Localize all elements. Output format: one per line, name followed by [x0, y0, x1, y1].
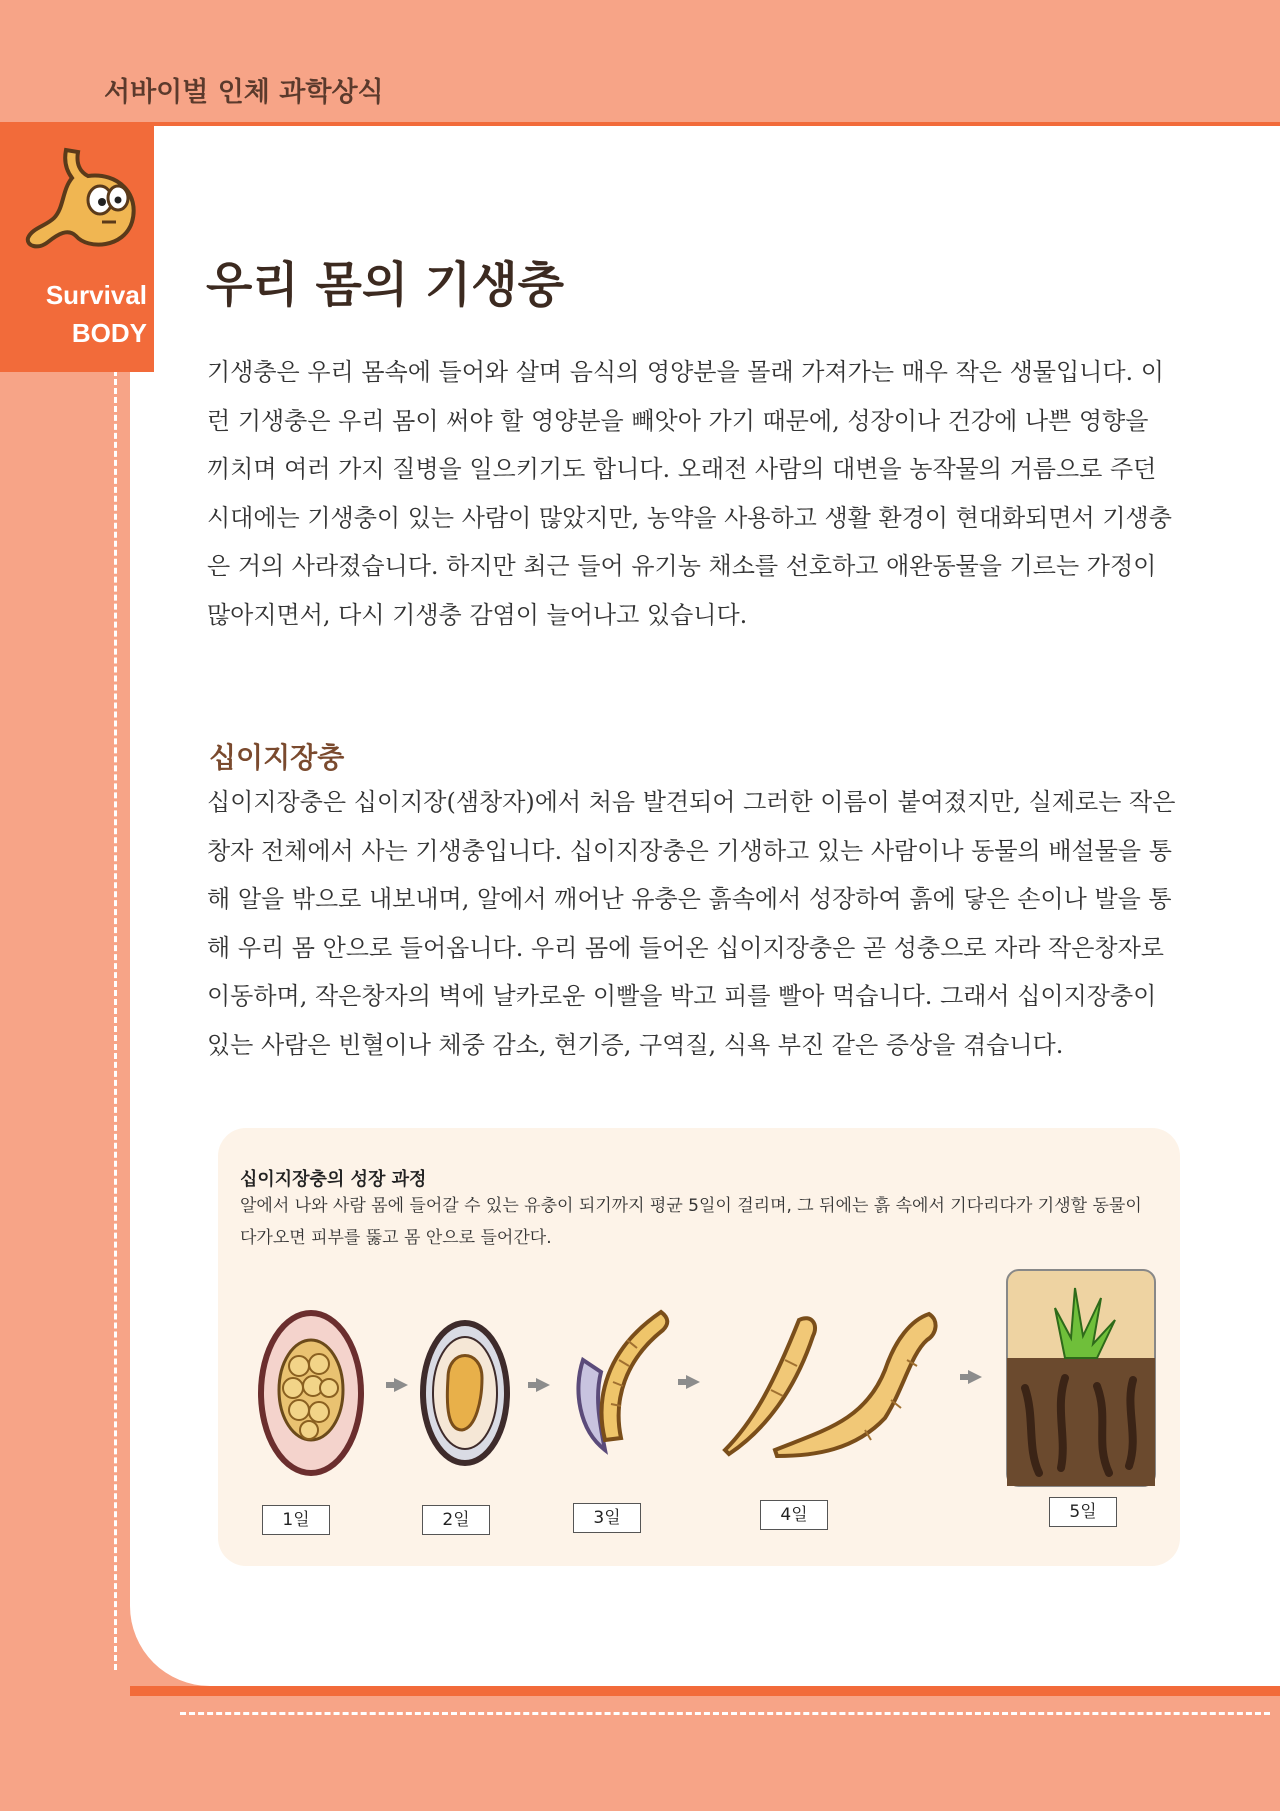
day-label: 4일 — [760, 1500, 828, 1530]
arrow-right-icon — [968, 1370, 982, 1384]
growth-box-title: 십이지장충의 성장 과정 — [240, 1169, 427, 1190]
egg-with-cells-icon — [255, 1308, 367, 1478]
stomach-mascot-icon — [18, 142, 146, 270]
dashed-rule-left — [114, 370, 117, 1670]
page-title: 우리 몸의 기생충 — [206, 257, 564, 313]
larvae-in-soil-icon — [1005, 1268, 1157, 1488]
egg-with-embryo-icon — [418, 1318, 512, 1468]
bottom-band — [130, 1686, 1280, 1696]
growth-box-description: 알에서 나와 사람 몸에 들어갈 수 있는 유충이 되기까지 평균 5일이 걸리며, 그 뒤에는 흙 속에서 기다리다가 기생할 동물이 다가오면 피부를 뚫고 몸 안으로 들어간다. — [240, 1196, 1142, 1248]
day-label: 2일 — [422, 1505, 490, 1535]
dashed-rule-bottom — [180, 1712, 1270, 1715]
badge-line-survival: Survival — [45, 280, 147, 310]
day-label: 1일 — [262, 1505, 330, 1535]
day-label: 5일 — [1049, 1497, 1117, 1527]
badge-line-body: BODY — [71, 318, 147, 348]
arrow-right-icon — [536, 1378, 550, 1392]
arrow-right-icon — [394, 1378, 408, 1392]
badge-label — [22, 276, 147, 352]
intro-paragraph: 기생충은 우리 몸속에 들어와 살며 음식의 영양분을 몰래 가져가는 매우 작은 생물입니다. 이런 기생충은 우리 몸이 써야 할 영양분을 빼앗아 가기 때문에, 성장이나 건강에 나쁜 영향을 끼치며 여러 가지 질병을 일으키기도 합니다. 오래전 사람의 대변을 농작물의 거름으로 주던 시대에는 기생충이 있는 사람이 많았지만, 농약을 사용하고 생활 환경이 현대화되면서 기생충은 거의 사라졌습니다. 하지만 최근 들어 유기농 채소를 선호하고 애완동물을 기르는 가정이 많아지면서, 다시 기생충 감염이 늘어나고 있습니다. — [207, 358, 1172, 629]
hookworm-paragraph: 십이지장충은 십이지장(샘창자)에서 처음 발견되어 그러한 이름이 붙여졌지만, 실제로는 작은창자 전체에서 사는 기생충입니다. 십이지장충은 기생하고 있는 사람이나 동물의 배설물을 통해 알을 밖으로 내보내며, 알에서 깨어난 유충은 흙속에서 성장하여 흙에 닿은 손이나 발을 통해 우리 몸 안으로 들어옵니다. 우리 몸에 들어온 십이지장충은 곧 성충으로 자라 작은창자로 이동하며, 작은창자의 벽에 날카로운 이빨을 박고 피를 빨아 먹습니다. 그래서 십이지장충이 있는 사람은 빈혈이나 체중 감소, 현기증, 구역질, 식욕 부진 같은 증상을 겪습니다. — [207, 788, 1176, 1059]
section-subheading: 십이지장충 — [209, 741, 345, 774]
growing-larvae-icon — [715, 1300, 945, 1460]
day-label: 3일 — [573, 1503, 641, 1533]
arrow-right-icon — [686, 1375, 700, 1389]
dashed-rule-top — [150, 119, 1270, 122]
series-title: 서바이벌 인체 과학상식 — [104, 77, 384, 108]
hatched-larva-icon — [565, 1300, 675, 1460]
